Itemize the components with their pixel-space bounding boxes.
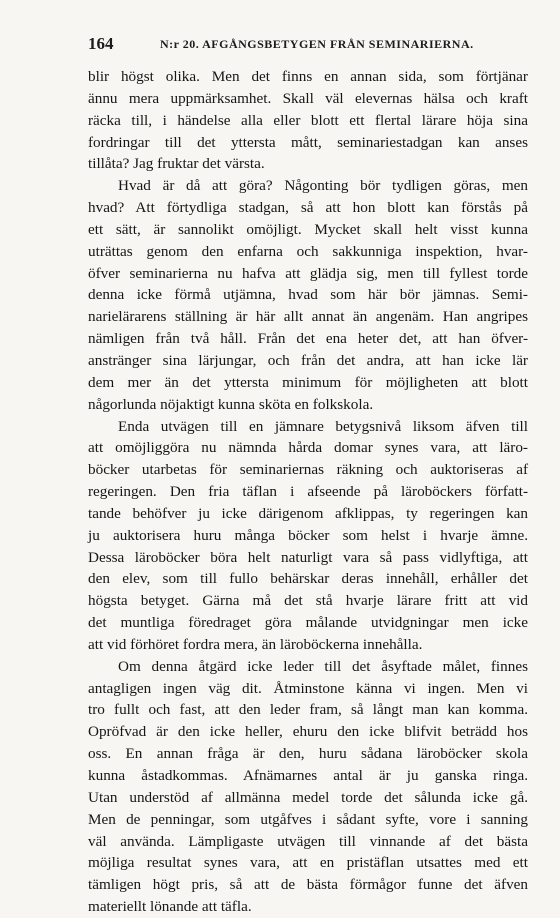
page-number: 164	[88, 34, 114, 53]
text-line: dem mer än det yttersta minimum för möjligheten att blott	[88, 373, 528, 391]
text-line: att omöjliggöra nu nämnda hårda domar synes vara, att läro-	[88, 439, 528, 457]
text-line: ju auktorisera huru många böcker som helst i hvarje ämne.	[88, 526, 528, 544]
text-line: tande behöfver ju icke därigenom afklippas, ty regeringen kan	[88, 504, 528, 522]
text-line: Men de penningar, som utgåfves i sådant syfte, vore i sanning	[88, 810, 528, 828]
text-line: oss. En annan fråga är den, huru sådana läroböcker skola	[88, 745, 528, 763]
text-line: narielärarens ställning är här allt annat än angenäm. Han angripes	[88, 308, 528, 326]
text-line: hvad? Att förtydliga stadgan, så att hon blott kan förstås på	[88, 199, 528, 217]
text-line: ännu mera uppmärksamhet. Skall väl elevernas hälsa och kraft	[88, 89, 528, 107]
text-line: Om denna åtgärd icke leder till det åsyftade målet, finnes	[118, 657, 528, 675]
text-line: Opröfvad är den icke heller, ehuru den icke blifvit beträdd hos	[88, 723, 528, 741]
text-line: böcker utarbetas för seminariernas räkning och auktoriseras af	[88, 461, 528, 479]
text-line: materiellt lönande att täfla.	[88, 898, 252, 916]
text-line: antagligen ingen väg dit. Åtminstone känna vi ingen. Men vi	[88, 679, 528, 697]
text-line: tro fullt och fast, att den leder fram, så långt man kan komma.	[88, 701, 528, 719]
text-line: anstränger sina lärjungar, och från det andra, att han icke lär	[88, 351, 528, 369]
text-line: Utan understöd af allmänna medel torde det sålunda icke gå.	[88, 788, 528, 806]
text-line: någorlunda nöjaktigt kunna sköta en folkskola.	[88, 395, 374, 413]
text-line: denna icke förmå utjämna, hvad som här bör jämnas. Semi-	[88, 286, 528, 304]
body-text	[88, 66, 528, 918]
text-line: regeringen. Den fria täflan i afseende på läroböckers författ-	[88, 483, 528, 501]
text-line: Dessa läroböcker böra helt naturligt vara så pass vidlyftiga, att	[88, 548, 528, 566]
text-line: Hvad är då att göra? Någonting bör tydligen göras, men	[118, 177, 528, 195]
text-line: möjliga resultat synes vara, att en pristäflan utsattes med ett	[88, 854, 528, 872]
text-line: öfver seminarierna nu hafva att glädja sig, men till fyllest torde	[88, 264, 528, 282]
text-line: det muntliga föredraget göra målande utvidgningar men icke	[88, 614, 528, 632]
page-header	[88, 34, 528, 56]
text-line: ett sätt, är sannolikt omöjligt. Mycket skall helt visst kunna	[88, 220, 528, 238]
text-line: nämligen från två håll. Från det ena heter det, att han öfver-	[88, 330, 528, 348]
text-line: att vid förhöret fordra mera, än läroböckerna innehålla.	[88, 635, 423, 653]
running-head: N:r 20. AFGÅNGSBETYGEN FRÅN SEMINARIERNA.	[160, 37, 474, 51]
text-line: väl använda. Lämpligaste utvägen till vinnande af det bästa	[88, 832, 528, 850]
text-line: räcka till, i händelse alla eller blott ett flertal lärare höja sina	[88, 111, 528, 129]
text-line: uträttas genom den enfarna och sakkunniga inspektion, hvar-	[88, 242, 528, 260]
text-line: högsta betyget. Gärna må det stå hvarje lärare fritt att vid	[88, 592, 528, 610]
text-line: tämligen högt pris, så att de bästa förmågor funne det äfven	[88, 876, 528, 894]
text-line: fordringar till det yttersta mått, seminariestadgan kan anses	[88, 133, 528, 151]
text-line: tillåta? Jag fruktar det värsta.	[88, 155, 265, 173]
text-line: blir högst olika. Men det finns en annan sida, som förtjänar	[88, 68, 528, 85]
text-line: kunna åstadkommas. Afnämarnes antal är ju ganska ringa.	[88, 767, 528, 784]
text-line: Enda utvägen till en jämnare betygsnivå liksom äfven till	[118, 417, 528, 435]
text-line: den elev, som till fullo behärskar deras innehåll, erhåller det	[88, 570, 528, 588]
